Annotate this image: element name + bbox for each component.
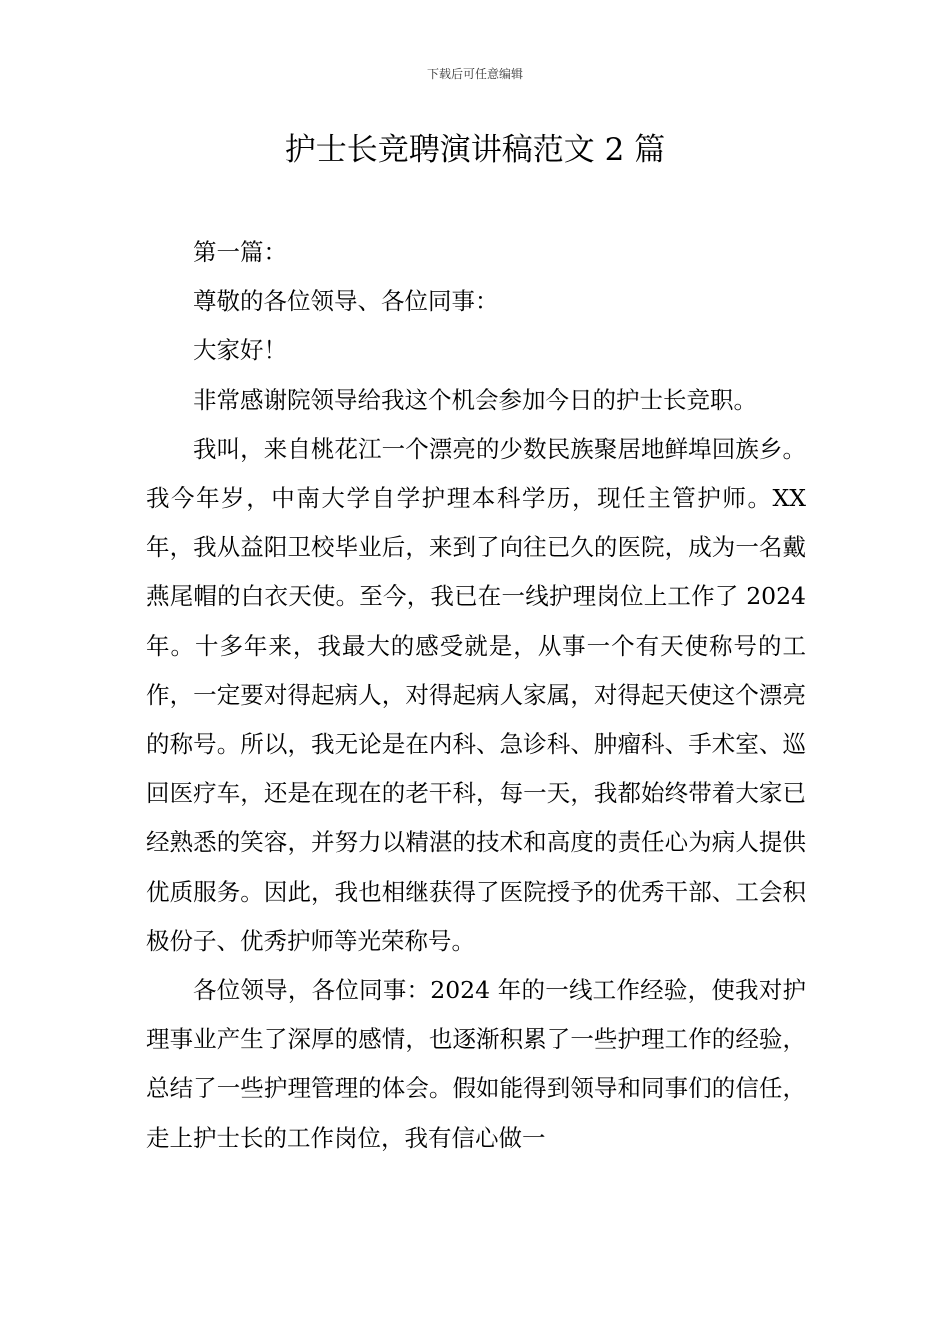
paragraph-section-label: 第一篇： [193,238,287,266]
document-title: 护士长竞聘演讲稿范文 2 篇 [284,132,666,168]
paragraph-experience: 各位领导，各位同事：2024 年的一线工作经验，使我对护理事业产生了深厚的感情，也逐渐积累了一些护理工作的经验，总结了一些护理管理的体会。假如能得到领导和同事们的信任，走上护士长的工作岗位，我有信心做一 [146,976,806,1152]
paragraph-salutation: 尊敬的各位领导、各位同事： [193,287,499,316]
document-body [146,228,806,1163]
paragraph-self-introduction: 我叫，来自桃花江一个漂亮的少数民族聚居地鲜埠回族乡。我今年岁，中南大学自学护理本科学历，现任主管护师。XX 年，我从益阳卫校毕业后，来到了向往已久的医院，成为一名戴燕尾帽的白衣天使。至今，我已在一线护理岗位上工作了 2024 年。十多年来，我最大的感受就是，从事一个有天使称号的工作，一定要对得起病人，对得起病人家属，对得起天使这个漂亮的称号。所以，我无论是在内科、急诊科、肿瘤科、手术室、巡回医疗车，还是在现在的老干科，每一天，我都始终带着大家已经熟悉的笑容，并努力以精湛的技术和高度的责任心为病人提供优质服务。因此，我也相继获得了医院授予的优秀干部、工会积极份子、优秀护师等光荣称号。 [146,434,806,955]
header-note: 下载后可任意编辑 [426,67,523,81]
paragraph-greeting: 大家好！ [193,336,287,365]
paragraph-thanks: 非常感谢院领导给我这个机会参加今日的护士长竞职。 [193,385,757,414]
